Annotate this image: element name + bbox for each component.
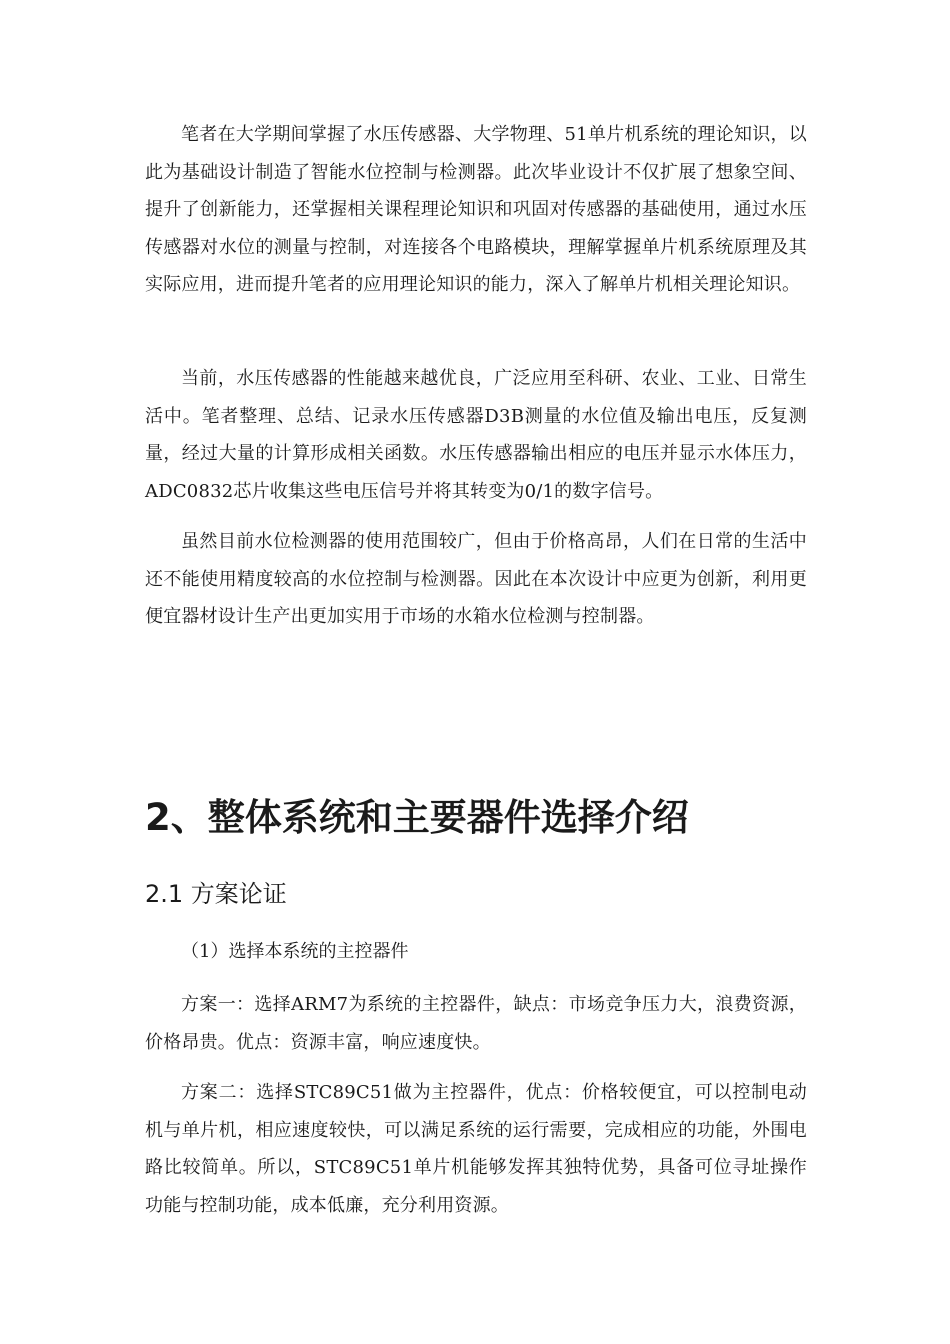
subsection-heading: 2.1 方案论证 <box>145 880 287 908</box>
sub-item-heading: （1）选择本系统的主控器件 <box>181 941 409 962</box>
intro-paragraph-1: 笔者在大学期间掌握了水压传感器、大学物理、51单片机系统的理论知识，以此为基础设计制造了智能水位控制与检测器。此次毕业设计不仅扩展了想象空间、提升了创新能力，还掌握相关课程理论知识和巩固对传感器的基础使用，通过水压传感器对水位的测量与控制，对连接各个电路模块，理解掌握单片机系统原理及其实际应用，进而提升笔者的应用理论知识的能力，深入了解单片机相关理论知识。 <box>145 124 807 295</box>
plan-paragraph-1: 方案一：选择ARM7为系统的主控器件，缺点：市场竞争压力大，浪费资源，价格昂贵。优点：资源丰富，响应速度快。 <box>145 994 807 1053</box>
intro-paragraph-2: 当前，水压传感器的性能越来越优良，广泛应用至科研、农业、工业、日常生活中。笔者整理、总结、记录水压传感器D3B测量的水位值及输出电压，反复测量，经过大量的计算形成相关函数。水压传感器输出相应的电压并显示水体压力，ADC0832芯片收集这些电压信号并将其转变为0/1的数字信号。 <box>145 368 807 502</box>
plan-paragraph-2: 方案二：选择STC89C51做为主控器件，优点：价格较便宜，可以控制电动机与单片机，相应速度较快，可以满足系统的运行需要，完成相应的功能，外围电路比较简单。所以，STC89C51单片机能够发挥其独特优势，具备可位寻址操作功能与控制功能，成本低廉，充分利用资源。 <box>145 1082 807 1216</box>
section-heading: 2、整体系统和主要器件选择介绍 <box>145 796 689 839</box>
intro-paragraph-3: 虽然目前水位检测器的使用范围较广，但由于价格高昂，人们在日常的生活中还不能使用精度较高的水位控制与检测器。因此在本次设计中应更为创新，利用更便宜器材设计生产出更加实用于市场的水箱水位检测与控制器。 <box>145 531 807 627</box>
